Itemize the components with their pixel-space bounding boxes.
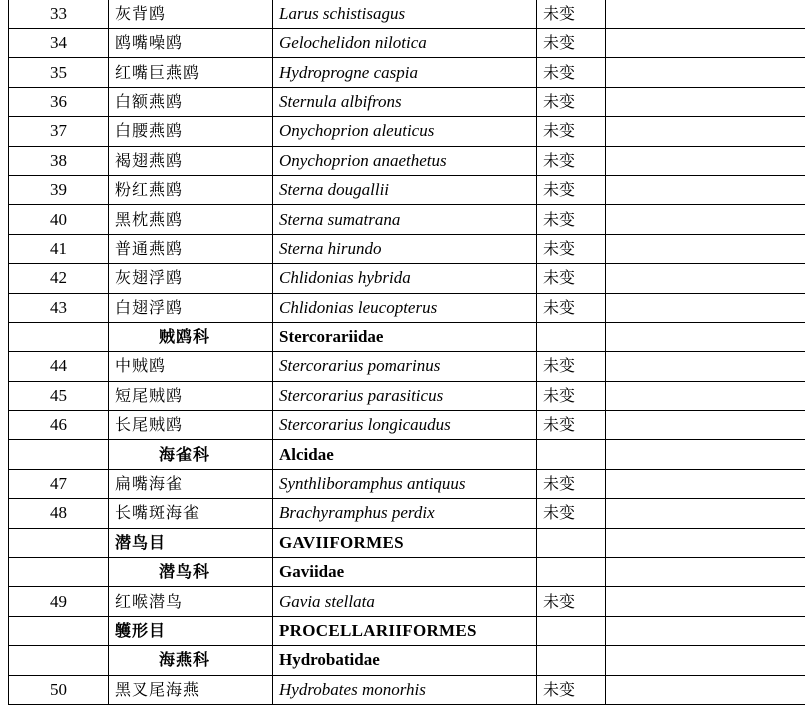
status-cell: 未变 [537, 0, 606, 29]
chinese-name: 黑枕燕鸥 [109, 205, 273, 234]
note-cell [606, 558, 805, 587]
status-cell: 未变 [537, 587, 606, 616]
row-number [9, 558, 109, 587]
species-row [9, 146, 805, 175]
chinese-name: 粉红燕鸥 [109, 175, 273, 204]
scientific-name: Stercorariidae [273, 322, 537, 351]
status-cell: 未变 [537, 87, 606, 116]
species-row [9, 499, 805, 528]
status-cell: 未变 [537, 205, 606, 234]
status-cell [537, 528, 606, 557]
note-cell [606, 646, 805, 675]
species-row [9, 29, 805, 58]
row-number: 33 [9, 0, 109, 29]
row-number: 46 [9, 411, 109, 440]
family-header-row [9, 646, 805, 675]
scientific-name: Sterna sumatrana [273, 205, 537, 234]
note-cell [606, 87, 805, 116]
scientific-name: Chlidonias leucopterus [273, 293, 537, 322]
status-cell [537, 558, 606, 587]
species-row [9, 381, 805, 410]
status-cell [537, 646, 606, 675]
note-cell [606, 205, 805, 234]
status-cell: 未变 [537, 381, 606, 410]
chinese-name: 红喉潜鸟 [109, 587, 273, 616]
status-cell: 未变 [537, 293, 606, 322]
scientific-name: Chlidonias hybrida [273, 264, 537, 293]
species-row [9, 0, 805, 29]
scientific-name: Stercorarius longicaudus [273, 411, 537, 440]
order-header-row [9, 616, 805, 645]
status-cell: 未变 [537, 352, 606, 381]
note-cell [606, 352, 805, 381]
chinese-name: 潜鸟目 [109, 528, 273, 557]
chinese-name: 潜鸟科 [109, 558, 273, 587]
row-number: 48 [9, 499, 109, 528]
row-number: 45 [9, 381, 109, 410]
chinese-name: 短尾贼鸥 [109, 381, 273, 410]
species-row [9, 87, 805, 116]
note-cell [606, 675, 805, 704]
note-cell [606, 381, 805, 410]
chinese-name: 长嘴斑海雀 [109, 499, 273, 528]
note-cell [606, 469, 805, 498]
row-number [9, 616, 109, 645]
row-number [9, 528, 109, 557]
chinese-name: 长尾贼鸥 [109, 411, 273, 440]
status-cell: 未变 [537, 469, 606, 498]
status-cell [537, 322, 606, 351]
note-cell [606, 440, 805, 469]
species-table-body [9, 0, 805, 704]
species-row [9, 58, 805, 87]
row-number: 40 [9, 205, 109, 234]
chinese-name: 白翅浮鸥 [109, 293, 273, 322]
row-number: 37 [9, 117, 109, 146]
status-cell: 未变 [537, 499, 606, 528]
status-cell: 未变 [537, 146, 606, 175]
chinese-name: 白额燕鸥 [109, 87, 273, 116]
family-header-row [9, 558, 805, 587]
species-row [9, 352, 805, 381]
row-number: 39 [9, 175, 109, 204]
note-cell [606, 117, 805, 146]
status-cell: 未变 [537, 411, 606, 440]
scientific-name: Sterna dougallii [273, 175, 537, 204]
status-cell [537, 616, 606, 645]
scientific-name: Alcidae [273, 440, 537, 469]
row-number [9, 322, 109, 351]
scientific-name: Onychoprion aleuticus [273, 117, 537, 146]
chinese-name: 鸥嘴噪鸥 [109, 29, 273, 58]
scientific-name: Hydrobates monorhis [273, 675, 537, 704]
status-cell: 未变 [537, 58, 606, 87]
species-row [9, 264, 805, 293]
status-cell: 未变 [537, 264, 606, 293]
scientific-name: Onychoprion anaethetus [273, 146, 537, 175]
note-cell [606, 175, 805, 204]
chinese-name: 海燕科 [109, 646, 273, 675]
note-cell [606, 234, 805, 263]
row-number: 36 [9, 87, 109, 116]
species-row [9, 234, 805, 263]
chinese-name: 红嘴巨燕鸥 [109, 58, 273, 87]
note-cell [606, 0, 805, 29]
status-cell [537, 440, 606, 469]
status-cell: 未变 [537, 234, 606, 263]
row-number: 43 [9, 293, 109, 322]
note-cell [606, 293, 805, 322]
chinese-name: 贼鸥科 [109, 322, 273, 351]
chinese-name: 褐翅燕鸥 [109, 146, 273, 175]
note-cell [606, 29, 805, 58]
note-cell [606, 264, 805, 293]
chinese-name: 普通燕鸥 [109, 234, 273, 263]
note-cell [606, 146, 805, 175]
chinese-name: 黑叉尾海燕 [109, 675, 273, 704]
species-table [8, 0, 805, 705]
order-header-row [9, 528, 805, 557]
next-row-edge [0, 703, 805, 709]
scientific-name: Sterna hirundo [273, 234, 537, 263]
scientific-name: GAVIIFORMES [273, 528, 537, 557]
species-row [9, 587, 805, 616]
row-number: 38 [9, 146, 109, 175]
species-row [9, 293, 805, 322]
status-cell: 未变 [537, 117, 606, 146]
scientific-name: Hydrobatidae [273, 646, 537, 675]
row-number: 49 [9, 587, 109, 616]
chinese-name: 灰翅浮鸥 [109, 264, 273, 293]
chinese-name: 鹱形目 [109, 616, 273, 645]
scientific-name: Gelochelidon nilotica [273, 29, 537, 58]
scientific-name: Stercorarius pomarinus [273, 352, 537, 381]
note-cell [606, 587, 805, 616]
scientific-name: Sternula albifrons [273, 87, 537, 116]
species-row [9, 411, 805, 440]
note-cell [606, 322, 805, 351]
row-number [9, 440, 109, 469]
status-cell: 未变 [537, 675, 606, 704]
row-number: 34 [9, 29, 109, 58]
status-cell: 未变 [537, 175, 606, 204]
scientific-name: PROCELLARIIFORMES [273, 616, 537, 645]
species-row [9, 469, 805, 498]
family-header-row [9, 322, 805, 351]
chinese-name: 中贼鸥 [109, 352, 273, 381]
scientific-name: Stercorarius parasiticus [273, 381, 537, 410]
note-cell [606, 499, 805, 528]
species-row [9, 675, 805, 704]
row-number: 42 [9, 264, 109, 293]
scientific-name: Larus schistisagus [273, 0, 537, 29]
scientific-name: Gavia stellata [273, 587, 537, 616]
row-number: 41 [9, 234, 109, 263]
chinese-name: 灰背鸥 [109, 0, 273, 29]
note-cell [606, 411, 805, 440]
row-number: 44 [9, 352, 109, 381]
scientific-name: Hydroprogne caspia [273, 58, 537, 87]
chinese-name: 白腰燕鸥 [109, 117, 273, 146]
row-number [9, 646, 109, 675]
note-cell [606, 528, 805, 557]
scientific-name: Gaviidae [273, 558, 537, 587]
species-row [9, 175, 805, 204]
scientific-name: Synthliboramphus antiquus [273, 469, 537, 498]
scientific-name: Brachyramphus perdix [273, 499, 537, 528]
species-row [9, 205, 805, 234]
family-header-row [9, 440, 805, 469]
chinese-name: 扁嘴海雀 [109, 469, 273, 498]
chinese-name: 海雀科 [109, 440, 273, 469]
status-cell: 未变 [537, 29, 606, 58]
row-number: 35 [9, 58, 109, 87]
note-cell [606, 58, 805, 87]
note-cell [606, 616, 805, 645]
row-number: 50 [9, 675, 109, 704]
row-number: 47 [9, 469, 109, 498]
species-row [9, 117, 805, 146]
